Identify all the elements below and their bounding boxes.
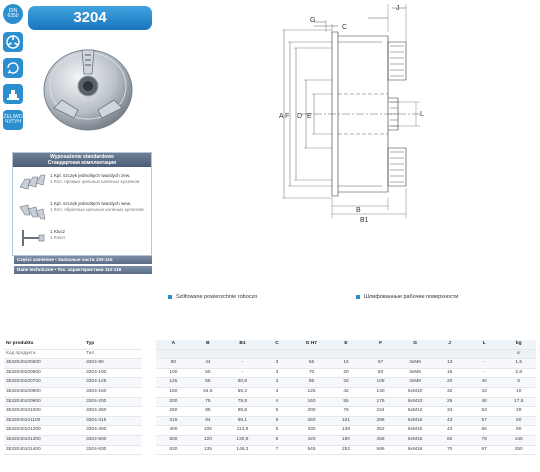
cell-product-number: 3532040101400 xyxy=(4,445,84,455)
cell-value: 60 xyxy=(432,435,467,445)
cell-value: 55 xyxy=(329,397,364,407)
cell-value: 43 xyxy=(432,416,467,426)
technical-data-link[interactable]: Dane techniczne • Тех. характеристики 112-118 xyxy=(14,266,152,274)
cell-value: 79,8 xyxy=(225,397,260,407)
table-row xyxy=(4,359,536,369)
cell-value: 32 xyxy=(329,378,364,388)
cell-type: 3204-630 xyxy=(84,445,142,455)
cell-value: 160 xyxy=(156,387,191,397)
cell-value: 32 xyxy=(432,387,467,397)
cell-value: 101 xyxy=(329,416,364,426)
cell-value: 17,5 xyxy=(501,397,536,407)
cell-value: 2,8 xyxy=(501,368,536,378)
cell-type: 3204-100 xyxy=(84,368,142,378)
column-gap xyxy=(142,407,156,417)
cell-value: 6xM10 xyxy=(398,387,433,397)
col-header: kg xyxy=(501,340,536,349)
dim-label-b1: B1 xyxy=(360,217,369,224)
cell-value: 224 xyxy=(363,407,398,417)
cell-type: 3204-250 xyxy=(84,407,142,417)
dim-label-f: F xyxy=(285,113,290,120)
cell-value: 56 xyxy=(294,359,329,369)
cell-type: 3204-125 xyxy=(84,378,142,388)
cell-value: 3xM8 xyxy=(398,378,433,388)
cell-value: 20 xyxy=(329,368,364,378)
col-header-typ: Typ xyxy=(84,340,142,349)
cell-value: 146,3 xyxy=(225,445,260,455)
cell-value: 260 xyxy=(294,416,329,426)
dim-label-d: D xyxy=(297,113,303,120)
cell-type: 3204-80 xyxy=(84,359,142,369)
cell-value: 16 xyxy=(432,368,467,378)
cell-product-number: 3532040100800 xyxy=(4,387,84,397)
cell-value: 64,5 xyxy=(191,387,226,397)
cell-value: 70 xyxy=(432,445,467,455)
product-panel xyxy=(2,2,154,284)
spare-parts-link[interactable]: Części zamienne • Запасные части 100-115 xyxy=(14,256,152,264)
table-row xyxy=(4,407,536,417)
cell-value: 100 xyxy=(156,368,191,378)
dim-label-c: C xyxy=(342,24,348,31)
table-row xyxy=(4,378,536,388)
outer-jaws-icon xyxy=(17,171,47,193)
cell-value: 130,8 xyxy=(225,435,260,445)
cell-value: 6xM12 xyxy=(398,407,433,417)
cell-value: 500 xyxy=(156,435,191,445)
feature-icon-strip xyxy=(2,2,24,162)
cast-iron-label-ru: ЧУГУН xyxy=(4,119,21,125)
col-header: F xyxy=(363,340,398,349)
rotation-icon xyxy=(3,58,23,78)
cell-value: 79 xyxy=(467,435,502,445)
table-row xyxy=(4,387,536,397)
table-row xyxy=(4,416,536,426)
cell-type: 3204-500 xyxy=(84,435,142,445)
column-gap xyxy=(142,416,156,426)
cell-value: 40 xyxy=(467,378,502,388)
cell-value: 65 xyxy=(467,426,502,436)
cell-value: 400 xyxy=(156,426,191,436)
cell-value: 252 xyxy=(329,445,364,455)
cell-value: 120 xyxy=(191,435,226,445)
cell-value: - xyxy=(467,359,502,369)
cell-value: 67 xyxy=(363,359,398,369)
cell-value: 330 xyxy=(294,426,329,436)
std-item-ru: 1 Кпл. прямых цельных каленых кулачков xyxy=(50,179,140,184)
col-header: A xyxy=(156,340,191,349)
cell-value: 75 xyxy=(191,397,226,407)
cell-value: 6xM16 xyxy=(398,416,433,426)
specification-table-body xyxy=(4,359,536,455)
cell-value: - xyxy=(467,368,502,378)
technical-drawing xyxy=(270,2,440,226)
cell-value: 5 xyxy=(260,407,295,417)
cell-product-number: 3532040100900 xyxy=(4,397,84,407)
table-row xyxy=(4,426,536,436)
cell-value: 145 xyxy=(501,435,536,445)
list-item xyxy=(17,199,149,223)
cell-value: 362 xyxy=(363,426,398,436)
table-subheader-row xyxy=(4,349,536,359)
cell-value: 586 xyxy=(363,445,398,455)
column-gap xyxy=(142,435,156,445)
cell-value: 29 xyxy=(501,407,536,417)
cell-value: 286 xyxy=(363,416,398,426)
cell-value: 60,8 xyxy=(225,378,260,388)
legend-swatch xyxy=(356,295,360,299)
cell-value: 190 xyxy=(329,435,364,445)
cell-value: 20 xyxy=(432,378,467,388)
ground-surfaces-legend-pl xyxy=(168,294,257,300)
inner-jaws-icon xyxy=(17,199,47,221)
standard-equipment-box xyxy=(12,152,152,256)
cell-value: 42 xyxy=(329,387,364,397)
cell-type: 3204-160 xyxy=(84,387,142,397)
cell-value: 176 xyxy=(363,397,398,407)
col-subheader-blank xyxy=(156,349,501,359)
cell-value: 76 xyxy=(329,407,364,417)
column-gap xyxy=(142,368,156,378)
standard-equipment-title-pl: Wyposażenie standardowe xyxy=(50,154,114,160)
list-item xyxy=(17,171,149,195)
cell-value: 87 xyxy=(467,445,502,455)
cell-product-number: 3532040100500 xyxy=(4,359,84,369)
dim-label-g: G xyxy=(310,17,316,24)
cell-value: 6xM16 xyxy=(398,435,433,445)
legend-text: Шлифованные рабочие поверхности xyxy=(364,294,459,300)
cell-value: 4 xyxy=(260,378,295,388)
column-gap xyxy=(142,349,156,359)
cell-value: 545 xyxy=(294,445,329,455)
standard-equipment-title-ru: Стандартная комплектация xyxy=(47,160,117,166)
col-subheader-unit: кг xyxy=(501,349,536,359)
cell-value: 4 xyxy=(260,397,295,407)
cell-value: 3 xyxy=(260,359,295,369)
cell-value: 94 xyxy=(191,416,226,426)
col-header: G xyxy=(398,340,433,349)
cell-value: 250 xyxy=(501,445,536,455)
std-item-text xyxy=(47,227,65,251)
cell-value: 70 xyxy=(294,368,329,378)
cell-value: 29 xyxy=(432,397,467,407)
cell-value: 420 xyxy=(294,435,329,445)
cast-iron-label: ŻELIWO xyxy=(3,114,23,120)
cell-value: 5 xyxy=(501,378,536,388)
jaw-type-icon xyxy=(3,84,23,104)
list-item xyxy=(17,227,149,251)
table-row xyxy=(4,445,536,455)
cell-value: 90 xyxy=(501,426,536,436)
table-header-row xyxy=(4,340,536,349)
cell-value: 50 xyxy=(501,416,536,426)
cell-value: 85 xyxy=(191,407,226,417)
chuck-product-image xyxy=(40,38,136,134)
col-header: D H7 xyxy=(294,340,329,349)
ground-surfaces-legend-ru xyxy=(356,294,458,300)
cell-value: 5 xyxy=(260,416,295,426)
three-jaw-icon xyxy=(3,32,23,52)
cell-value: 10 xyxy=(501,387,536,397)
column-gap xyxy=(142,359,156,369)
cell-value: 88,8 xyxy=(225,407,260,417)
cell-value: 140 xyxy=(363,387,398,397)
cell-value: 3xM8 xyxy=(398,368,433,378)
cell-value: 69,3 xyxy=(225,387,260,397)
cell-value: 105 xyxy=(191,426,226,436)
cell-product-number: 3532040101000 xyxy=(4,407,84,417)
cell-value: - xyxy=(225,368,260,378)
std-item-pl: 1 Kpl. szczęk jednolitych twardych wew. xyxy=(50,201,132,206)
cell-value: 200 xyxy=(156,397,191,407)
cell-value: 6xM16 xyxy=(398,445,433,455)
cell-value: 4 xyxy=(260,387,295,397)
cell-value: 315 xyxy=(156,416,191,426)
cell-type: 3204-400 xyxy=(84,426,142,436)
cell-value: 630 xyxy=(156,445,191,455)
legend-text: Szlifowane powierzchnie roboczo xyxy=(176,294,258,300)
cell-value: 250 xyxy=(156,407,191,417)
cell-value: 34 xyxy=(432,407,467,417)
cell-value: 3 xyxy=(260,368,295,378)
col-header: B1 xyxy=(225,340,260,349)
table-row xyxy=(4,435,536,445)
cell-value: 50 xyxy=(191,368,226,378)
standard-equipment-title xyxy=(13,153,151,167)
din-label: DIN 6350 xyxy=(7,8,19,19)
std-item-ru: 1 Ключ xyxy=(50,235,65,240)
column-gap xyxy=(142,378,156,388)
cell-value: 108 xyxy=(363,378,398,388)
cell-product-number: 3532040101200 xyxy=(4,426,84,436)
col-header: L xyxy=(467,340,502,349)
cell-type: 3204-315 xyxy=(84,416,142,426)
cell-product-number: 3532040100600 xyxy=(4,368,84,378)
cell-value: 16 xyxy=(329,359,364,369)
cell-value: 160 xyxy=(294,397,329,407)
cell-value: 5 xyxy=(260,426,295,436)
cell-value: 125 xyxy=(156,378,191,388)
cell-value: 136 xyxy=(329,426,364,436)
cell-value: 113,8 xyxy=(225,426,260,436)
table-row xyxy=(4,368,536,378)
col-header: J xyxy=(432,340,467,349)
column-gap xyxy=(142,340,156,349)
cell-value: 3xM6 xyxy=(398,359,433,369)
cell-value: 6xM16 xyxy=(398,426,433,436)
col-header-nr: Nr produktu xyxy=(4,340,84,349)
dim-label-j: J xyxy=(396,5,400,12)
din-standard-icon xyxy=(3,4,23,24)
cell-value: 135 xyxy=(191,445,226,455)
cast-iron-icon xyxy=(3,110,23,130)
table-row xyxy=(4,397,536,407)
std-item-ru: 1 Кпл. обратных цельных каленых кулачков xyxy=(50,207,144,212)
cell-value: 44 xyxy=(191,359,226,369)
dim-label-e: E xyxy=(307,113,312,120)
dim-label-a: A xyxy=(279,113,284,120)
cell-value: 56 xyxy=(191,378,226,388)
cell-product-number: 3532040100700 xyxy=(4,378,84,388)
legend-swatch xyxy=(168,295,172,299)
column-gap xyxy=(142,426,156,436)
cell-value: 13 xyxy=(432,359,467,369)
std-item-text xyxy=(47,199,144,223)
col-header: B xyxy=(191,340,226,349)
col-header: C xyxy=(260,340,295,349)
cell-value: 80 xyxy=(156,359,191,369)
cell-value: 6xM10 xyxy=(398,397,433,407)
cell-value: - xyxy=(225,359,260,369)
col-header: E xyxy=(329,340,364,349)
cell-value: 53 xyxy=(467,407,502,417)
chuck-key-icon xyxy=(17,227,47,249)
std-item-pl: 1 Klucz xyxy=(50,229,66,234)
dim-label-b: B xyxy=(356,207,361,214)
std-item-text xyxy=(47,171,139,195)
column-gap xyxy=(142,387,156,397)
cell-value: 125 xyxy=(294,387,329,397)
cell-value: 458 xyxy=(363,435,398,445)
column-gap xyxy=(142,397,156,407)
cell-value: 7 xyxy=(260,445,295,455)
cell-product-number: 3532040101100 xyxy=(4,416,84,426)
specification-table xyxy=(4,340,536,455)
cell-value: 43 xyxy=(432,426,467,436)
column-gap xyxy=(142,445,156,455)
cell-value: 83 xyxy=(363,368,398,378)
cell-type: 3204-200 xyxy=(84,397,142,407)
cell-value: 99,1 xyxy=(225,416,260,426)
cell-value: 57 xyxy=(467,416,502,426)
cell-value: 200 xyxy=(294,407,329,417)
model-title: 3204 xyxy=(28,6,152,30)
cell-value: 1,5 xyxy=(501,359,536,369)
dim-label-l: L xyxy=(420,111,424,118)
cell-value: 43 xyxy=(467,387,502,397)
col-subheader-tip: Тип xyxy=(84,349,142,359)
cell-value: 95 xyxy=(294,378,329,388)
cell-product-number: 3532040101300 xyxy=(4,435,84,445)
col-subheader-kod: Код продукта xyxy=(4,349,84,359)
std-item-pl: 1 Kpl. szczęk jednolitych twardych zew. xyxy=(50,173,131,178)
cell-value: 48 xyxy=(467,397,502,407)
cell-value: 5 xyxy=(260,435,295,445)
